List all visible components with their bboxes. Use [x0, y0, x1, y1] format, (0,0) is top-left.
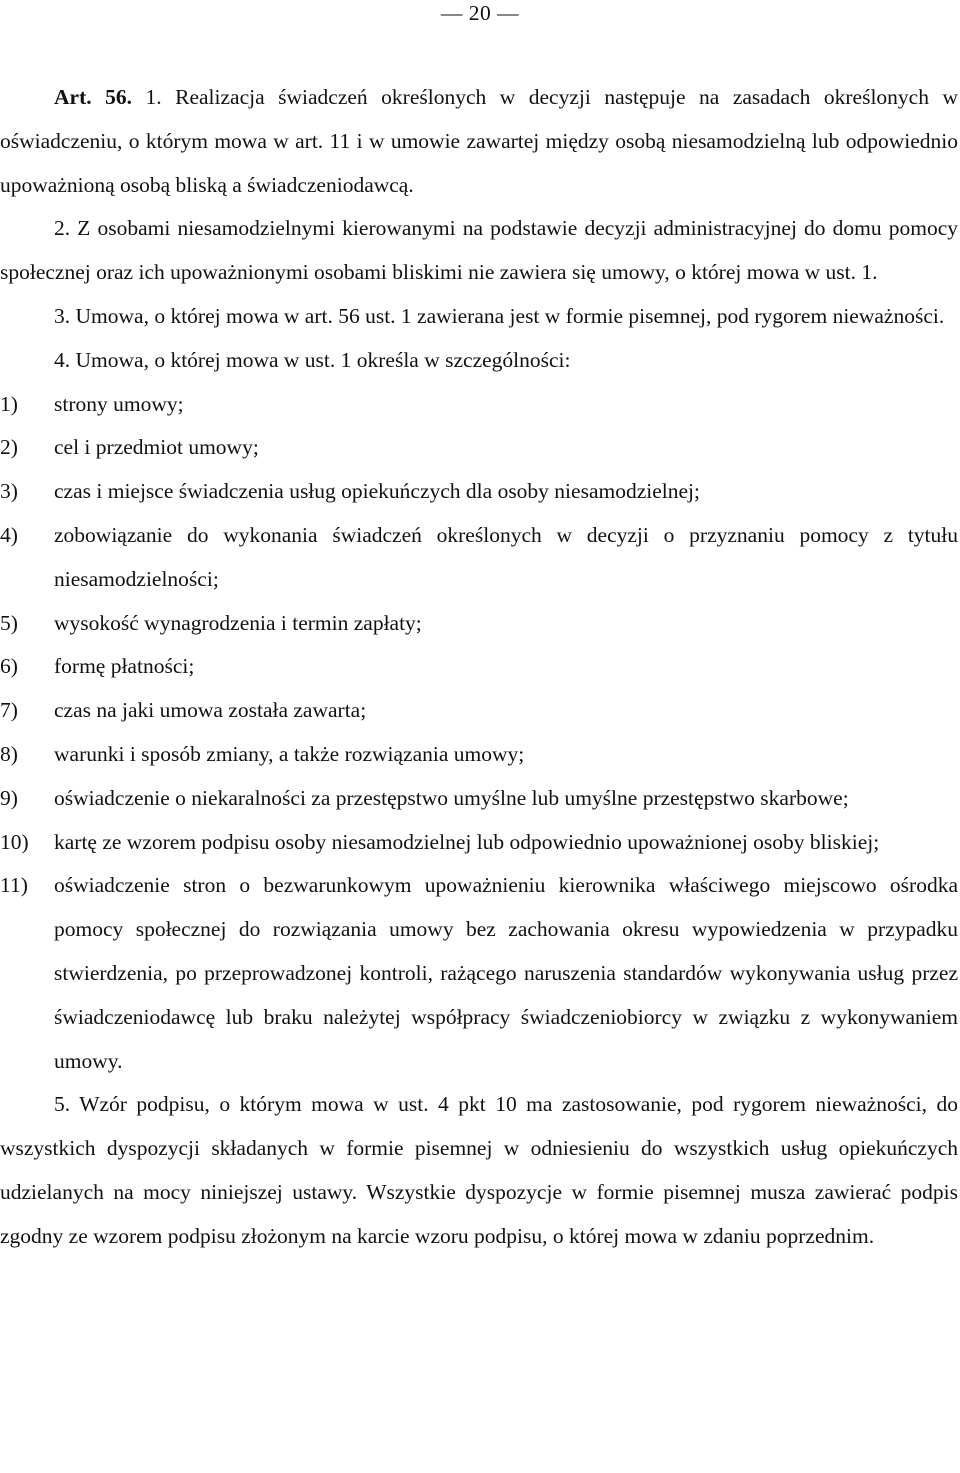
list-item-number: 10) — [0, 829, 29, 854]
paragraph-4: 4. Umowa, o której mowa w ust. 1 określa w szczególności: — [54, 347, 571, 372]
list-item-text: wysokość wynagrodzenia i termin zapłaty; — [54, 610, 422, 635]
paragraph-1-text: 1. Realizacja świadczeń określonych w decyzji następuje na zasadach określonych w oświadczeniu, o którym mowa w art. 11 i w umowie zawartej między osobą niesamodzielną lub odpowiednio upoważnioną osobą bliską a świadczeniodawcą. — [0, 85, 959, 197]
list-item-number: 8) — [0, 741, 18, 766]
list-item — [0, 689, 958, 733]
list-item — [0, 777, 958, 821]
list-item-number: 3) — [0, 479, 18, 504]
list-item-text: czas i miejsce świadczenia usług opiekuńczych dla osoby niesamodzielnej; — [54, 479, 700, 504]
list-item — [0, 821, 958, 865]
page-number: — 20 — — [440, 1, 520, 25]
list-item-text: warunki i sposób zmiany, a także rozwiązania umowy; — [54, 741, 525, 766]
list-item — [0, 426, 958, 470]
list-item-text: oświadczenie o niekaralności za przestępstwo umyślne lub umyślne przestępstwo skarbowe; — [54, 785, 849, 810]
list-item-number: 6) — [0, 654, 18, 679]
list-item-number: 2) — [0, 435, 18, 460]
paragraph-5: 5. Wzór podpisu, o którym mowa w ust. 4 pkt 10 ma zastosowanie, pod rygorem nieważności, do wszystkich dyspozycji składanych w formie pisemnej w odniesieniu do wszystkich usług opiekuńczych udzielanych na mocy niniejszej ustawy. Wszystkie dyspozycje w formie pisemnej musza zawierać podpis zgodny ze wzorem podpisu złożonym na karcie wzoru podpisu, o której mowa w zdaniu poprzednim. — [0, 1092, 958, 1248]
list-item-text: strony umowy; — [54, 391, 184, 416]
article-56 — [0, 76, 958, 1259]
list-item — [0, 470, 958, 514]
list-item-number: 5) — [0, 610, 18, 635]
list-item — [0, 733, 958, 777]
list-item-number: 7) — [0, 698, 18, 723]
paragraph-3: 3. Umowa, o której mowa w art. 56 ust. 1 zawierana jest w formie pisemnej, pod rygorem nieważności. — [54, 303, 945, 328]
article-label: Art. 56. — [54, 85, 132, 109]
contract-elements-list — [0, 383, 958, 1084]
list-item-number: 4) — [0, 522, 18, 547]
list-item-text: cel i przedmiot umowy; — [54, 435, 259, 460]
list-item-number: 1) — [0, 391, 18, 416]
list-item-text: oświadczenie stron o bezwarunkowym upoważnieniu kierownika właściwego miejscowo ośrodka pomocy społecznej do rozwiązania umowy bez zachowania okresu wypowiedzenia w przypadku stwierdzenia, po przeprowadzonej kontroli, rażącego naruszenia standardów wykonywania usług przez świadczeniodawcę lub braku należytej współpracy świadczeniobiorcy w związku z wykonywaniem umowy. — [54, 873, 958, 1073]
list-item-text: zobowiązanie do wykonania świadczeń określonych w decyzji o przyznaniu pomocy z tytułu niesamodzielności; — [54, 522, 958, 591]
paragraph-1 — [0, 76, 958, 207]
list-item — [0, 645, 958, 689]
list-item — [0, 383, 958, 427]
list-item — [0, 864, 958, 1083]
list-item — [0, 602, 958, 646]
list-item-number: 11) — [0, 873, 28, 898]
list-item — [0, 514, 958, 602]
list-item-text: kartę ze wzorem podpisu osoby niesamodzielnej lub odpowiednio upoważnionej osoby bliskiej; — [54, 829, 880, 854]
list-item-text: formę płatności; — [54, 654, 195, 679]
paragraph-2: 2. Z osobami niesamodzielnymi kierowanymi na podstawie decyzji administracyjnej do domu pomocy społecznej oraz ich upoważnionymi osobami bliskimi nie zawiera się umowy, o której mowa w ust. 1. — [0, 216, 958, 285]
list-item-text: czas na jaki umowa została zawarta; — [54, 698, 367, 723]
list-item-number: 9) — [0, 785, 18, 810]
